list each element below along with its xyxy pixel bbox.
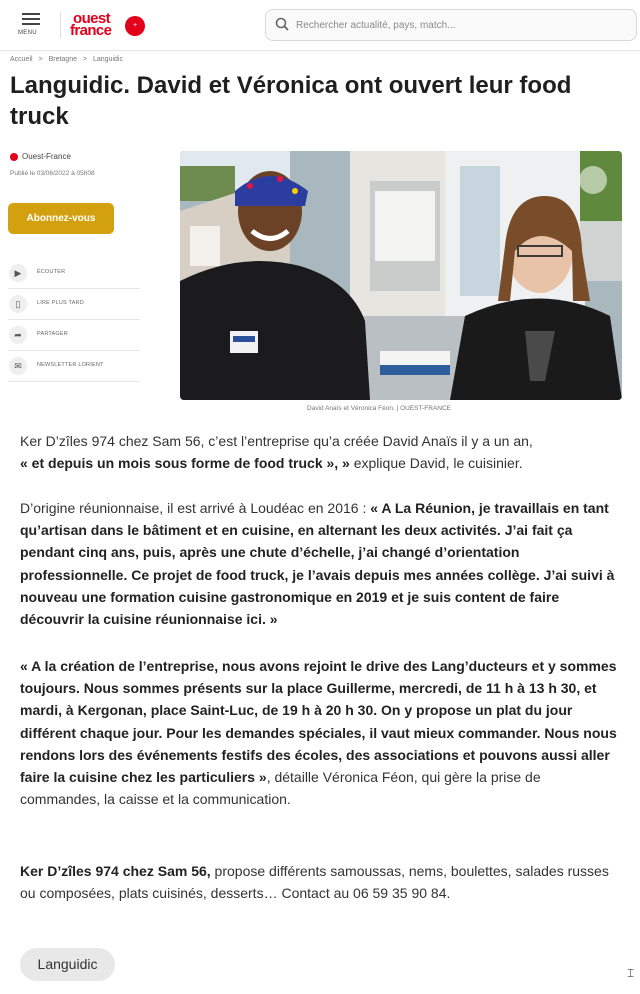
ouest-france-logo[interactable] xyxy=(70,10,150,40)
listen-label: ÉCOUTER xyxy=(37,269,66,275)
listen-action[interactable] xyxy=(8,258,140,289)
breadcrumb-separator: > xyxy=(82,56,88,63)
mouse-cursor-icon: ⌶ xyxy=(627,966,635,980)
newsletter-icon: ✉ xyxy=(9,357,27,375)
paragraph-3-attribution: , détaille Véronica Féon, qui gère la prise de commandes, la caisse et la communication. xyxy=(20,769,541,808)
tag-languidic[interactable]: Languidic xyxy=(20,948,115,981)
subscribe-button[interactable]: Abonnez-vous xyxy=(8,203,114,234)
photo-caption: David Anaïs et Véronica Féon. | OUEST-FRANCE xyxy=(307,405,452,412)
breadcrumb-languidic[interactable]: Languidic xyxy=(93,56,123,63)
read-later-action[interactable] xyxy=(8,289,140,320)
paragraph-4 xyxy=(20,860,620,904)
source-name[interactable]: Ouest-France xyxy=(22,152,71,161)
hamburger-icon xyxy=(22,13,40,15)
logo-badge: + xyxy=(125,16,145,36)
breadcrumb xyxy=(10,56,127,63)
paragraph-4-text: propose différents samoussas, nems, boulettes, salades russes ou composées, plats cuisinés, desserts… Contact au 06 59 35 90 84. xyxy=(20,863,609,902)
paragraph-2-quote: « A La Réunion, je travaillais en tant qu’artisan dans le bâtiment et en cuisine, en alternant les deux activités. J’ai fait ça pendant cinq ans, puis, après une chute d’échelle, j’ai changé d’orientation professionnelle. Ce projet de food truck, je l’avais depuis mes années collège. J’ai suivi à nouveau une formation cuisine gastronomique en 2019 et je suis content de faire découvrir la cuisine réunionnaise ici. » xyxy=(20,500,615,628)
search-bar[interactable] xyxy=(265,9,637,41)
article-actions xyxy=(8,258,140,382)
breadcrumb-separator: > xyxy=(38,56,43,63)
paragraph-3-quote: « A la création de l’entreprise, nous avons rejoint le drive des Lang’ducteurs et y sommes toujours. Nous sommes présents sur la place Guillerme, mercredi, de 11 h à 13 h 30, et mardi, à Kergonan, place Saint-Luc, de 19 h à 20 h 30. On y propose un plat du jour différent chaque jour. Pour les demandes spéciales, il vaut mieux commander. Nous nous rendons lors des événements festifs des écoles, des associations et pouvons aussi aller faire la cuisine chez les particuliers » xyxy=(20,658,617,786)
hamburger-icon-bar xyxy=(22,23,40,25)
breadcrumb-bretagne[interactable]: Bretagne xyxy=(48,56,77,63)
share-icon: ➦ xyxy=(9,326,27,344)
paragraph-2-text: D’origine réunionnaise, il est arrivé à Loudéac en 2016 : xyxy=(20,500,371,516)
article-photo[interactable] xyxy=(180,151,622,400)
header-divider xyxy=(60,12,61,38)
logo-text-france: france xyxy=(70,22,112,39)
paragraph-3 xyxy=(20,655,620,810)
share-action[interactable] xyxy=(8,320,140,351)
source-logo-icon xyxy=(10,153,18,161)
paragraph-1-attribution: explique David, le cuisinier. xyxy=(349,455,523,472)
search-input[interactable] xyxy=(294,14,628,36)
paragraph-1-text: Ker D’zîles 974 chez Sam 56, c’est l’entreprise qu’a créée David Anaïs il y a un an, xyxy=(20,433,533,449)
paragraph-4-business-name: Ker D’zîles 974 chez Sam 56, xyxy=(20,863,211,879)
page-title: Languidic. David et Véronica ont ouvert leur food truck xyxy=(10,72,572,130)
listen-icon: ▶ xyxy=(9,264,27,282)
bookmark-icon: ▯ xyxy=(9,295,27,313)
breadcrumb-home[interactable]: Accueil xyxy=(10,56,33,63)
photo-illustration xyxy=(180,151,622,400)
newsletter-label: NEWSLETTER LORIENT xyxy=(37,362,104,368)
hamburger-icon-bar xyxy=(22,18,40,20)
newsletter-action[interactable] xyxy=(8,351,140,382)
menu-label: MENU xyxy=(18,30,37,36)
search-icon xyxy=(274,16,290,32)
menu-button[interactable] xyxy=(18,10,50,40)
paragraph-2 xyxy=(20,497,620,630)
published-date: Publié le 03/06/2022 à 05h08 xyxy=(10,170,95,177)
share-label: PARTAGER xyxy=(37,331,68,337)
paragraph-1 xyxy=(20,430,533,474)
read-later-label: LIRE PLUS TARD xyxy=(37,300,84,306)
logo-text-ouest: ouest xyxy=(73,10,111,27)
paragraph-1-quote: « et depuis un mois sous forme de food truck », » xyxy=(20,455,350,472)
top-bar xyxy=(0,0,640,51)
